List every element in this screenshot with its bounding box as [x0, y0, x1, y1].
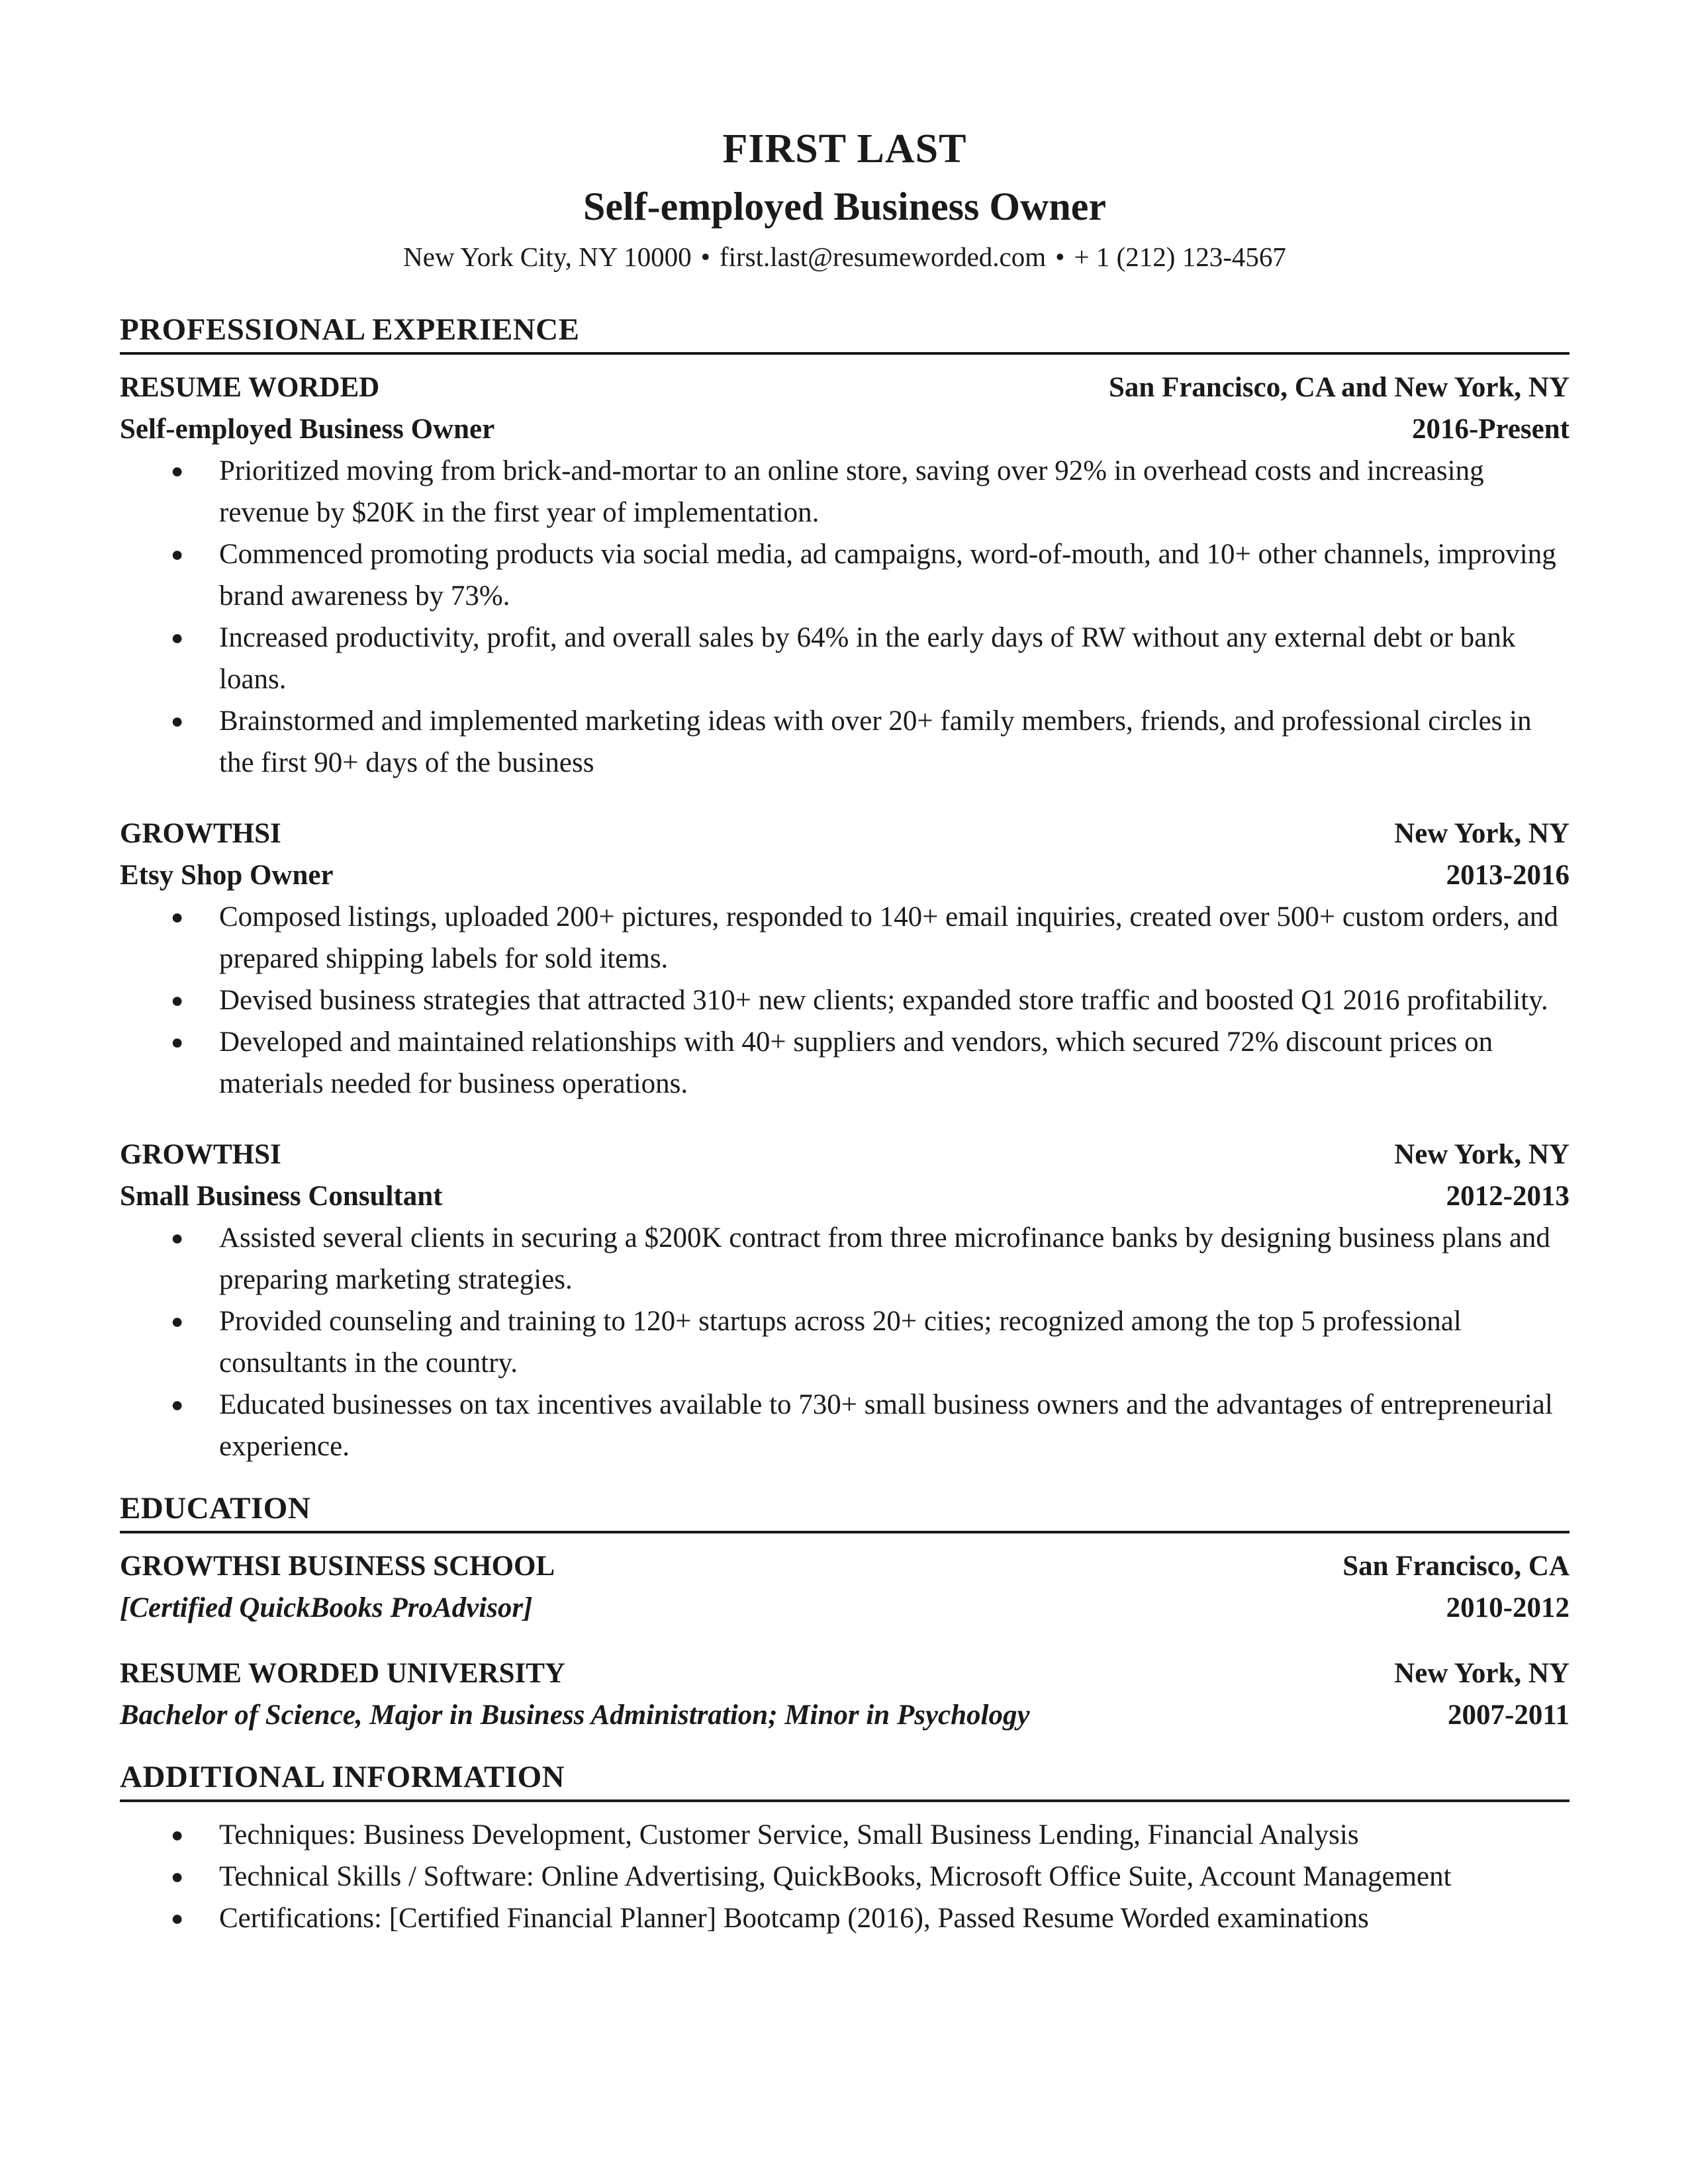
candidate-headline: Self-employed Business Owner: [583, 185, 1107, 228]
section-divider: [120, 1799, 1570, 1802]
education-entry: [120, 1653, 1570, 1736]
school-degree-row: [120, 1587, 1570, 1629]
bullet-text: Developed and maintained relationships with 40+ suppliers and vendors, which secured 72% discount prices on materials needed for business operations.: [219, 1026, 1493, 1099]
list-item: [120, 1897, 1570, 1939]
school-degree: Bachelor of Science, Major in Business Administration; Minor in Psychology: [120, 1700, 1030, 1731]
job-location: New York, NY: [1394, 1139, 1570, 1170]
job-dates: 2016-Present: [1411, 414, 1570, 445]
contact-location: New York City, NY 10000: [403, 242, 692, 272]
bullet-text: Prioritized moving from brick-and-mortar to an online store, saving over 92% in overhead costs and increasing revenue by $20K in the first year of implementation.: [219, 455, 1484, 528]
school-name: RESUME WORDED UNIVERSITY: [120, 1658, 565, 1689]
contact-separator: •: [1055, 242, 1065, 272]
bullet-text: Assisted several clients in securing a $200K contract from three microfinance banks by designing business plans and preparing marketing strategies.: [219, 1222, 1550, 1295]
bullet-icon: ●: [171, 1030, 184, 1054]
job-dates: 2013-2016: [1446, 860, 1570, 891]
education-section: [120, 1487, 1570, 1736]
additional-section: [120, 1756, 1570, 1939]
list-item: [120, 1384, 1570, 1467]
job-company: GROWTHSI: [120, 1139, 281, 1170]
candidate-name: FIRST LAST: [722, 126, 967, 171]
bullet-icon: ●: [171, 1864, 184, 1888]
bullet-text: Composed listings, uploaded 200+ pictures, responded to 140+ email inquiries, created over 500+ custom orders, and prepared shipping labels for sold items.: [219, 901, 1558, 974]
job-role: Self-employed Business Owner: [120, 414, 495, 445]
list-item: [120, 979, 1570, 1021]
bullet-icon: ●: [171, 905, 184, 929]
job-role: Small Business Consultant: [120, 1181, 443, 1212]
job-header-row: [120, 1134, 1570, 1175]
bullet-text: Techniques: Business Development, Customer Service, Small Business Lending, Financial Analysis: [219, 1819, 1359, 1850]
contact-line: [120, 237, 1570, 277]
list-item: [120, 700, 1570, 784]
list-item: [120, 1217, 1570, 1300]
job-entry: [120, 367, 1570, 784]
school-degree: [Certified QuickBooks ProAdvisor]: [120, 1592, 533, 1623]
school-header-row: [120, 1653, 1570, 1694]
education-entry: [120, 1545, 1570, 1629]
list-item: [120, 450, 1570, 533]
bullet-text: Brainstormed and implemented marketing ideas with over 20+ family members, friends, and professional circles in the first 90+ days of the business: [219, 705, 1532, 778]
job-location: New York, NY: [1394, 818, 1570, 849]
job-company: RESUME WORDED: [120, 372, 380, 403]
job-header-row: [120, 367, 1570, 408]
resume-page: [120, 0, 1570, 1939]
bullet-text: Provided counseling and training to 120+ startups across 20+ cities; recognized among the top 5 professional consultants in the country.: [219, 1306, 1462, 1379]
bullet-icon: ●: [171, 459, 184, 482]
bullet-text: Certifications: [Certified Financial Planner] Bootcamp (2016), Passed Resume Worded examinations: [219, 1903, 1369, 1934]
section-title-additional: ADDITIONAL INFORMATION: [120, 1760, 565, 1794]
list-item: [120, 1300, 1570, 1384]
job-dates: 2012-2013: [1446, 1181, 1570, 1212]
bullet-icon: ●: [171, 625, 184, 649]
school-dates: 2010-2012: [1446, 1592, 1570, 1623]
job-bullets: [120, 450, 1570, 784]
section-title-experience: PROFESSIONAL EXPERIENCE: [120, 312, 580, 347]
section-divider: [120, 352, 1570, 355]
job-entry: [120, 813, 1570, 1105]
bullet-icon: ●: [171, 1906, 184, 1930]
bullet-text: Technical Skills / Software: Online Advertising, QuickBooks, Microsoft Office Suite, Account Management: [219, 1861, 1452, 1892]
bullet-icon: ●: [171, 1309, 184, 1333]
school-header-row: [120, 1545, 1570, 1587]
school-degree-row: [120, 1694, 1570, 1736]
additional-list: [120, 1814, 1570, 1939]
school-dates: 2007-2011: [1448, 1700, 1570, 1731]
bullet-icon: ●: [171, 1392, 184, 1416]
bullet-text: Devised business strategies that attracted 310+ new clients; expanded store traffic and boosted Q1 2016 profitability.: [219, 985, 1548, 1016]
list-item: [120, 617, 1570, 700]
contact-separator: •: [700, 242, 710, 272]
experience-section: [120, 308, 1570, 1467]
contact-email[interactable]: first.last@resumeworded.com: [719, 242, 1047, 272]
list-item: [120, 533, 1570, 617]
job-company: GROWTHSI: [120, 818, 281, 849]
job-location: San Francisco, CA and New York, NY: [1109, 372, 1570, 403]
bullet-icon: ●: [171, 1823, 184, 1846]
resume-header: [120, 0, 1570, 277]
section-divider: [120, 1531, 1570, 1533]
bullet-text: Educated businesses on tax incentives available to 730+ small business owners and the advantages of entrepreneurial experience.: [219, 1389, 1553, 1462]
bullet-icon: ●: [171, 542, 184, 566]
job-role-row: [120, 1175, 1570, 1217]
list-item: [120, 896, 1570, 979]
list-item: [120, 1021, 1570, 1105]
section-title-education: EDUCATION: [120, 1491, 311, 1525]
bullet-icon: ●: [171, 988, 184, 1012]
job-bullets: [120, 896, 1570, 1105]
job-role-row: [120, 854, 1570, 896]
job-bullets: [120, 1217, 1570, 1467]
contact-phone[interactable]: + 1 (212) 123-4567: [1074, 242, 1286, 272]
list-item: [120, 1856, 1570, 1897]
list-item: [120, 1814, 1570, 1856]
job-role: Etsy Shop Owner: [120, 860, 334, 891]
job-role-row: [120, 408, 1570, 450]
bullet-text: Commenced promoting products via social media, ad campaigns, word-of-mouth, and 10+ other channels, improving brand awareness by 73%.: [219, 539, 1556, 612]
school-location: San Francisco, CA: [1342, 1551, 1570, 1582]
bullet-text: Increased productivity, profit, and overall sales by 64% in the early days of RW without any external debt or bank loans.: [219, 622, 1516, 695]
school-name: GROWTHSI BUSINESS SCHOOL: [120, 1551, 555, 1582]
bullet-icon: ●: [171, 709, 184, 733]
job-header-row: [120, 813, 1570, 854]
job-entry: [120, 1134, 1570, 1467]
school-location: New York, NY: [1394, 1658, 1570, 1689]
bullet-icon: ●: [171, 1226, 184, 1250]
